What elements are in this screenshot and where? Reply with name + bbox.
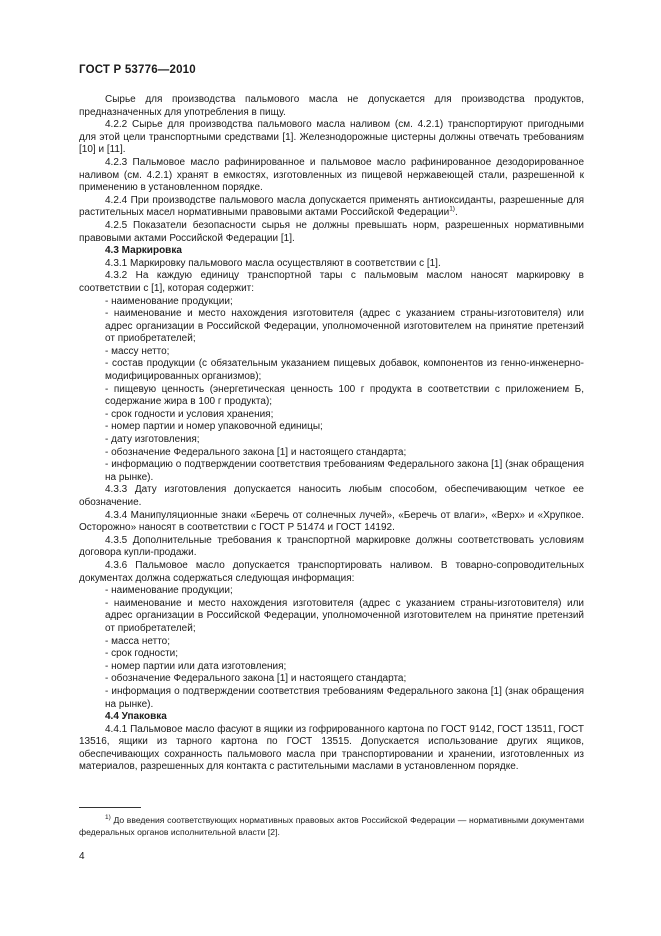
list-item [79,434,584,447]
paragraph-text: 4.3.3 Дату изготовления допускается наносить любым способом, обеспечивающим четкое ее обозначение. [79,484,584,508]
paragraph-text: масса нетто; [111,635,171,647]
paragraph-text: 4.3.5 Дополнительные требования к транспортной маркировке должны соответствовать условиям договора купли-продажи. [79,534,584,559]
paragraph-text: 4.4 Упаковка [105,711,167,723]
paragraph-text: наименование и место нахождения изготовителя (адрес с указанием страны-изготовителя) или адрес организации в Российской Федерации, уполномоченной изготовителем на принятие претензий от приобретателей; [105,308,584,345]
paragraph-text: 4.4.1 Пальмовое масло фасуют в ящики из гофрированного картона по ГОСТ 9142, ГОСТ 13511, ГОСТ 13516, ящики из тарного картона по ГОСТ 13515. Допускается использование других ящиков, обеспечивающих сохранность пальмового масла при транспортировании и хранении, изготовленных из материалов, разрешенных для контакта с растительными маслами в установленном порядке. [79,723,584,773]
paragraph [79,484,584,509]
paragraph-text: наименование продукции; [111,585,233,597]
footnote-divider [79,807,141,808]
list-item [79,459,584,484]
list-item [79,686,584,711]
footnote [79,814,584,838]
list-item [79,661,584,674]
document-body [79,94,584,774]
paragraph [79,119,584,157]
paragraph-tail: . [454,207,458,219]
paragraph [79,157,584,195]
paragraph [79,220,584,245]
footnote-text: До введения соответствующих нормативных правовых актов Российской Федерации — нормативными документами федеральных органов исполнительной власти [2]. [79,815,584,837]
paragraph-text: номер партии и номер упаковочной единицы; [111,421,323,433]
paragraph [79,510,584,535]
paragraph-text: обозначение Федерального закона [1] и настоящего стандарта; [111,673,407,685]
paragraph-text: номер партии или дата изготовления; [111,660,287,672]
paragraph-text: массу нетто; [111,345,170,357]
list-item [79,585,584,598]
list-item [79,421,584,434]
paragraph-text: информация о подтверждении соответствия требованиям Федерального закона [1] (знак обращения на рынке). [105,685,585,710]
footnote-reference: 1) [449,206,455,214]
list-item [79,296,584,309]
paragraph-text: 4.3.4 Манипуляционные знаки «Беречь от солнечных лучей», «Беречь от влаги», «Верх» и «Хрупкое. Осторожно» наносят в соответствии с ГОСТ Р 51474 и ГОСТ 14192. [79,509,584,534]
paragraph [79,535,584,560]
paragraph-text: 4.3.1 Маркировку пальмового масла осуществляют в соответствии с [1]. [105,257,441,269]
paragraph-text: наименование и место нахождения изготовителя (адрес с указанием страны-изготовителя) или адрес организации в Российской Федерации, уполномоченной изготовителем на принятие претензий от приобретателей; [105,597,584,634]
paragraph-text: Сырье для производства пальмового масла не допускается для производства продуктов, предназначенных для употребления в пищу. [79,94,584,118]
paragraph-text: 4.3.2 На каждую единицу транспортной тары с пальмовым маслом наносят маркировку в соответствии с [1], которая содержит: [79,270,584,294]
paragraph-text: срок годности; [111,648,179,660]
paragraph-text: наименование продукции; [111,295,233,307]
section-heading [79,711,584,724]
paragraph-text: 4.2.5 Показатели безопасности сырья не должны превышать норм, разрешенных нормативными правовыми актами Российской Федерации [1]. [79,219,584,244]
list-item [79,358,584,383]
paragraph [79,94,584,119]
section-heading [79,245,584,258]
list-item [79,346,584,359]
list-item [79,648,584,661]
paragraph [79,270,584,295]
footnote-mark: 1) [105,814,111,822]
list-item [79,308,584,346]
paragraph-text: 4.3.6 Пальмовое масло допускается транспортировать наливом. В товарно-сопроводительных документах должна содержаться следующая информация: [79,559,584,584]
paragraph [79,258,584,271]
list-item [79,409,584,422]
list-item [79,636,584,649]
paragraph-text: 4.2.3 Пальмовое масло рафинированное и пальмовое масло рафинированное дезодорированное наливом (см. 4.2.1) хранят в емкостях, изготовленных из пищевой нержавеющей стали, разрешенной к применению в установленном порядке. [79,156,584,194]
list-item [79,447,584,460]
paragraph [79,560,584,585]
paragraph-text: состав продукции (с обязательным указанием пищевых добавок, компонентов из генно-инженерно-модифицированных организмов); [105,358,584,383]
paragraph [79,195,584,220]
paragraph-text: 4.2.4 При производстве пальмового масла допускается применять антиоксиданты, разрешенные для растительных масел нормативными правовыми актами Российской Федерации [79,194,584,219]
list-item [79,673,584,686]
paragraph-text: обозначение Федерального закона [1] и настоящего стандарта; [111,446,407,458]
document-header: ГОСТ Р 53776—2010 [79,64,196,76]
paragraph-text: дату изготовления; [111,434,200,446]
paragraph-text: информацию о подтверждении соответствия требованиям Федерального закона [1] (знак обращения на рынке). [105,459,584,483]
paragraph-text: 4.3 Маркировка [105,245,182,257]
page-number: 4 [79,851,85,862]
list-item [79,384,584,409]
list-item [79,598,584,636]
paragraph-text: 4.2.2 Сырье для производства пальмового масла наливом (см. 4.2.1) транспортируют пригодными для этой цели транспортными средствами [1]. Железнодорожные цистерны должны отвечать требованиям [10] и [11]. [79,119,584,156]
paragraph-text: срок годности и условия хранения; [111,408,274,420]
paragraph [79,724,584,774]
paragraph-text: пищевую ценность (энергетическая ценность 100 г продукта в соответствии с приложением Б, содержание жира в 100 г продукта); [105,383,584,408]
